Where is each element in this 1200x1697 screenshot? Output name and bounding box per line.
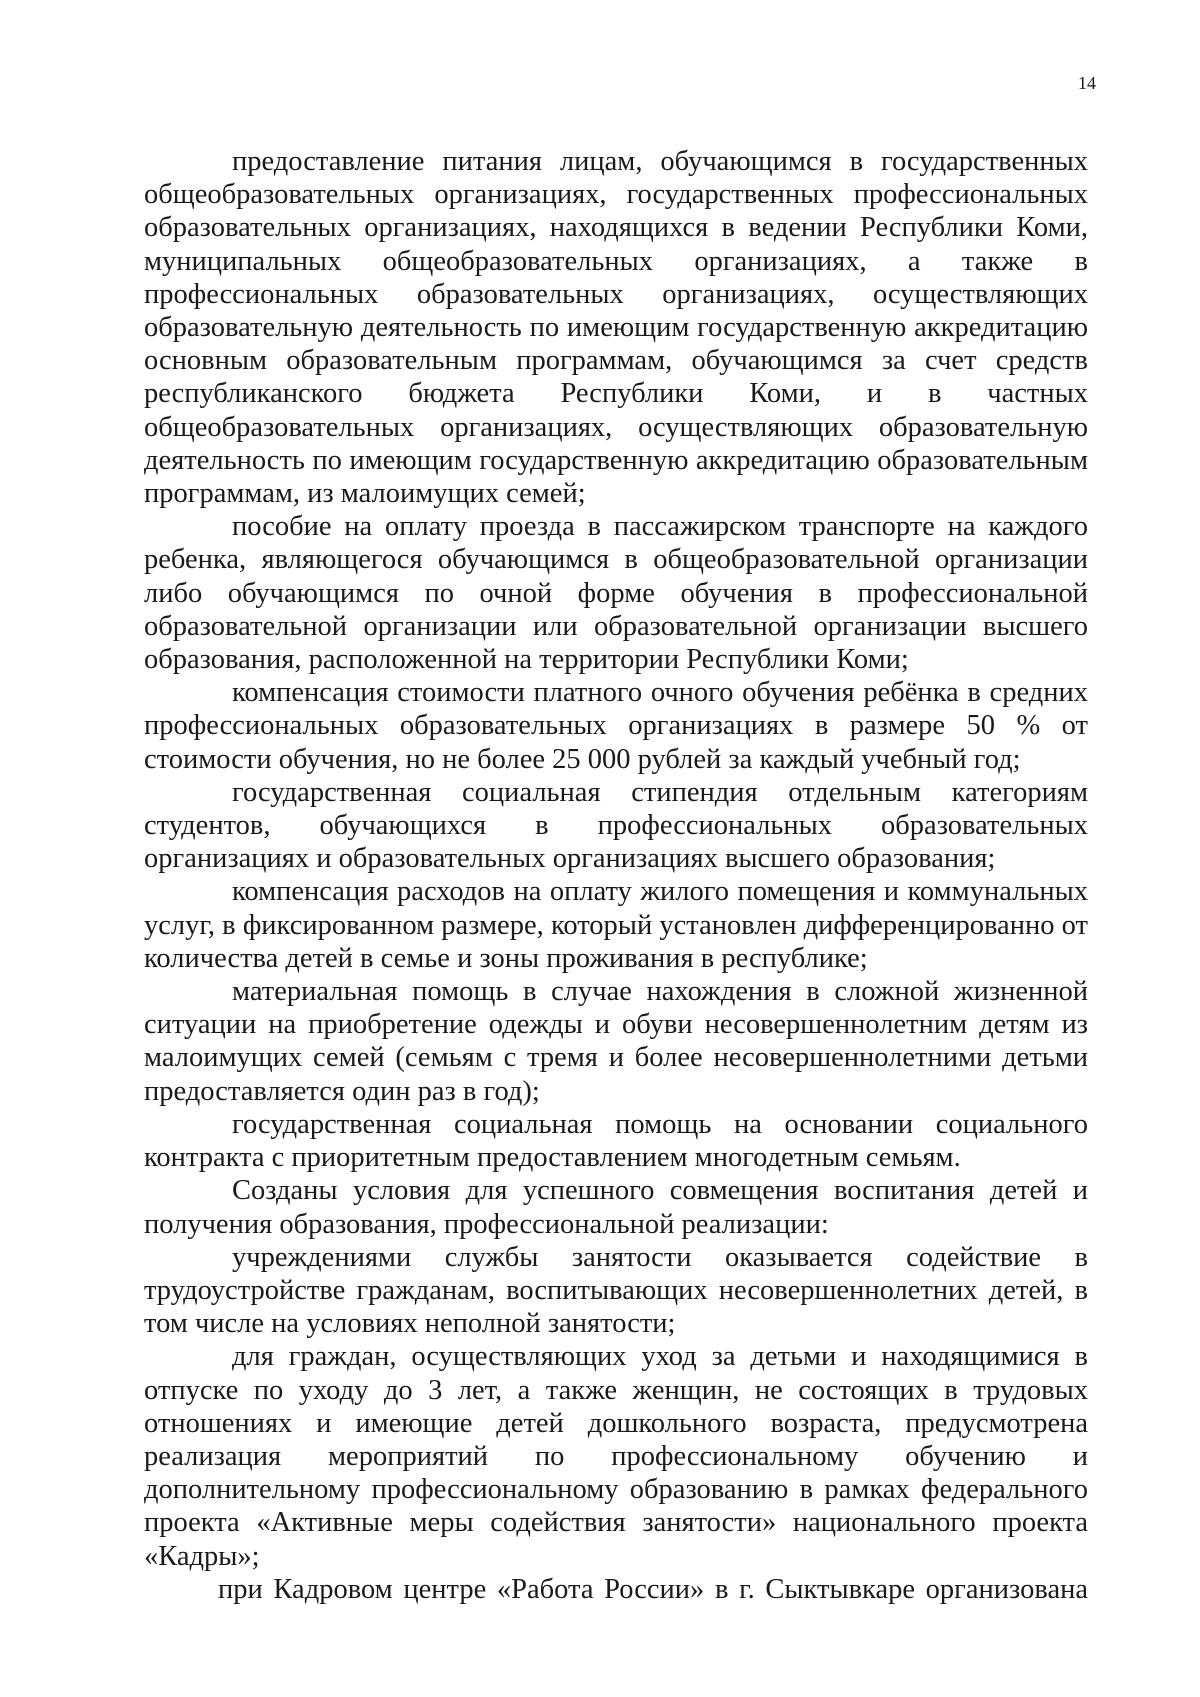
paragraph-social-scholarship: государственная социальная стипендия отдельным категориям студентов, обучающихся в профессиональных образовательных организациях и образовательных организациях высшего образования;	[144, 776, 1088, 875]
paragraph-material-aid: материальная помощь в случае нахождения в сложной жизненной ситуации на приобретение одежды и обуви несовершеннолетним детям из малоимущих семей (семьям с тремя и более несовершеннолетними детьми предоставляется один раз в год);	[144, 976, 1088, 1107]
paragraph-transport-allowance: пособие на оплату проезда в пассажирском транспорте на каждого ребенка, являющегося обучающимся в общеобразовательной организации либо обучающимся по очной форме обучения в профессиональной образовательной организации или образовательной организации высшего образования, расположенной на территории Республики Коми;	[144, 511, 1088, 676]
paragraph-housing-compensation: компенсация расходов на оплату жилого помещения и коммунальных услуг, в фиксированном размере, который установлен дифференцированно от количества детей в семье и зоны проживания в республике;	[144, 876, 1088, 974]
page-number: 14	[1078, 73, 1096, 93]
paragraph-tuition-compensation: компенсация стоимости платного очного обучения ребёнка в средних профессиональных образовательных организациях в размере 50 % от стоимости обучения, но не более 25 000 рублей за каждый учебный год;	[144, 677, 1088, 775]
paragraph-vocational-training: для граждан, осуществляющих уход за детьми и находящимися в отпуске по уходу до 3 лет, а также женщин, не состоящих в трудовых отношениях и имеющие детей дошкольного возраста, предусмотрена реализация мероприятий по профессиональному обучению и дополнительному профессиональному образованию в рамках федерального проекта «Активные меры содействия занятости» национального проекта «Кадры»;	[144, 1341, 1088, 1572]
paragraph-employment-assistance: учреждениями службы занятости оказывается содействие в трудоустройстве гражданам, воспитывающих несовершеннолетних детей, в том числе на условиях неполной занятости;	[144, 1241, 1088, 1340]
document-body	[144, 145, 1088, 1606]
paragraph-social-contract: государственная социальная помощь на основании социального контракта с приоритетным предоставлением многодетным семьям.	[144, 1108, 1088, 1174]
paragraph-conditions-created: Созданы условия для успешного совмещения воспитания детей и получения образования, профессиональной реализации:	[144, 1175, 1088, 1240]
paragraph-personnel-center: при Кадровом центре «Работа России» в г. Сыктывкаре организована	[218, 1573, 1088, 1605]
paragraph-school-meals: предоставление питания лицам, обучающимся в государственных общеобразовательных организациях, государственных профессиональных образовательных организациях, находящихся в ведении Республики Коми, муниципальных общеобразовательных организациях, а также в профессиональных образовательных организациях, осуществляющих образовательную деятельность по имеющим государственную аккредитацию основным образовательным программам, обучающимся за счет средств республиканского бюджета Республики Коми, и в частных общеобразовательных организациях, осуществляющих образовательную деятельность по имеющим государственную аккредитацию образовательным программам, из малоимущих семей;	[144, 146, 1088, 510]
